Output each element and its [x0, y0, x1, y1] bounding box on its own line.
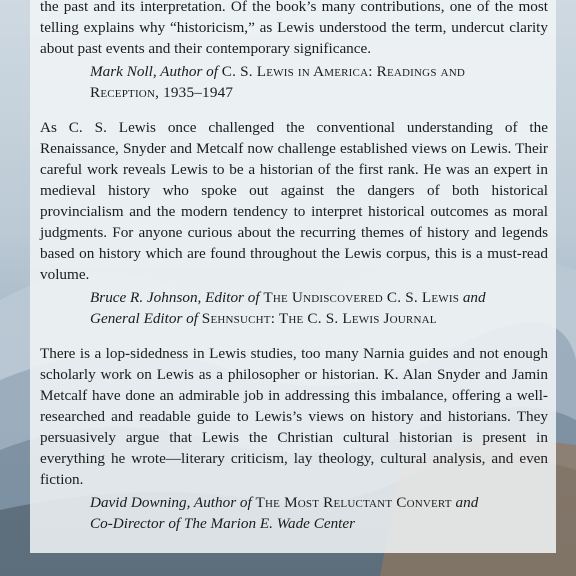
- book-title: The Undiscovered C. S. Lewis: [263, 289, 460, 306]
- attribution-role: General Editor of: [90, 310, 198, 327]
- endorsements: [40, 0, 548, 548]
- attribution-and: and: [462, 289, 486, 306]
- attribution-and: and: [455, 494, 479, 511]
- attribution-role: Co-Director of The Marion E. Wade Center: [90, 515, 356, 532]
- attribution-name: David Downing, Author of: [90, 494, 252, 511]
- attribution-noll: [90, 61, 548, 103]
- attribution-name: Mark Noll, Author of: [90, 63, 218, 80]
- book-title: The Most Reluctant Convert: [255, 494, 452, 511]
- endorsement-quote-downing: There is a lop-sidedness in Lewis studies, too many Narnia guides and not enough scholarly work on Lewis as a philosopher or historian. K. Alan Snyder and Jamin Metcalf have done an admirable job in addressing this imbalance, offering a well-researched and readable guide to Lewis’s views on history and historians. They persuasively argue that Lewis the Christian cultural historian is present in everything he wrote—literary criticism, lay theology, cultural analysis, and even fiction.: [40, 345, 548, 488]
- endorsement-quote-noll: the past and its interpretation. Of the book’s many contributions, one of the most telling explains why “historicism,” as Lewis understood the term, undercut clarity about past events and their contemporary significance.: [40, 0, 548, 57]
- attribution-downing: [90, 492, 548, 534]
- journal-title: Sehnsucht: The C. S. Lewis Journal: [201, 310, 437, 327]
- book-title: C. S. Lewis in America: Readings and: [221, 63, 466, 80]
- endorsement-quote-johnson: As C. S. Lewis once challenged the conventional understanding of the Renaissance, Snyder and Metcalf now challenge established views on Lewis. Their careful work reveals Lewis to be a historian of the first rank. He was an expert in medieval history who spoke out against the dangers of both historical provincialism and the modern tendency to interpret historical outcomes as moral judgments. For anyone curious about the recurring themes of history and legends based on history which are found throughout the Lewis corpus, this is a must-read volume.: [40, 119, 548, 283]
- book-title-continued: Reception, 1935–1947: [90, 84, 234, 101]
- attribution-name: Bruce R. Johnson, Editor of: [90, 289, 260, 306]
- attribution-johnson: [90, 287, 548, 329]
